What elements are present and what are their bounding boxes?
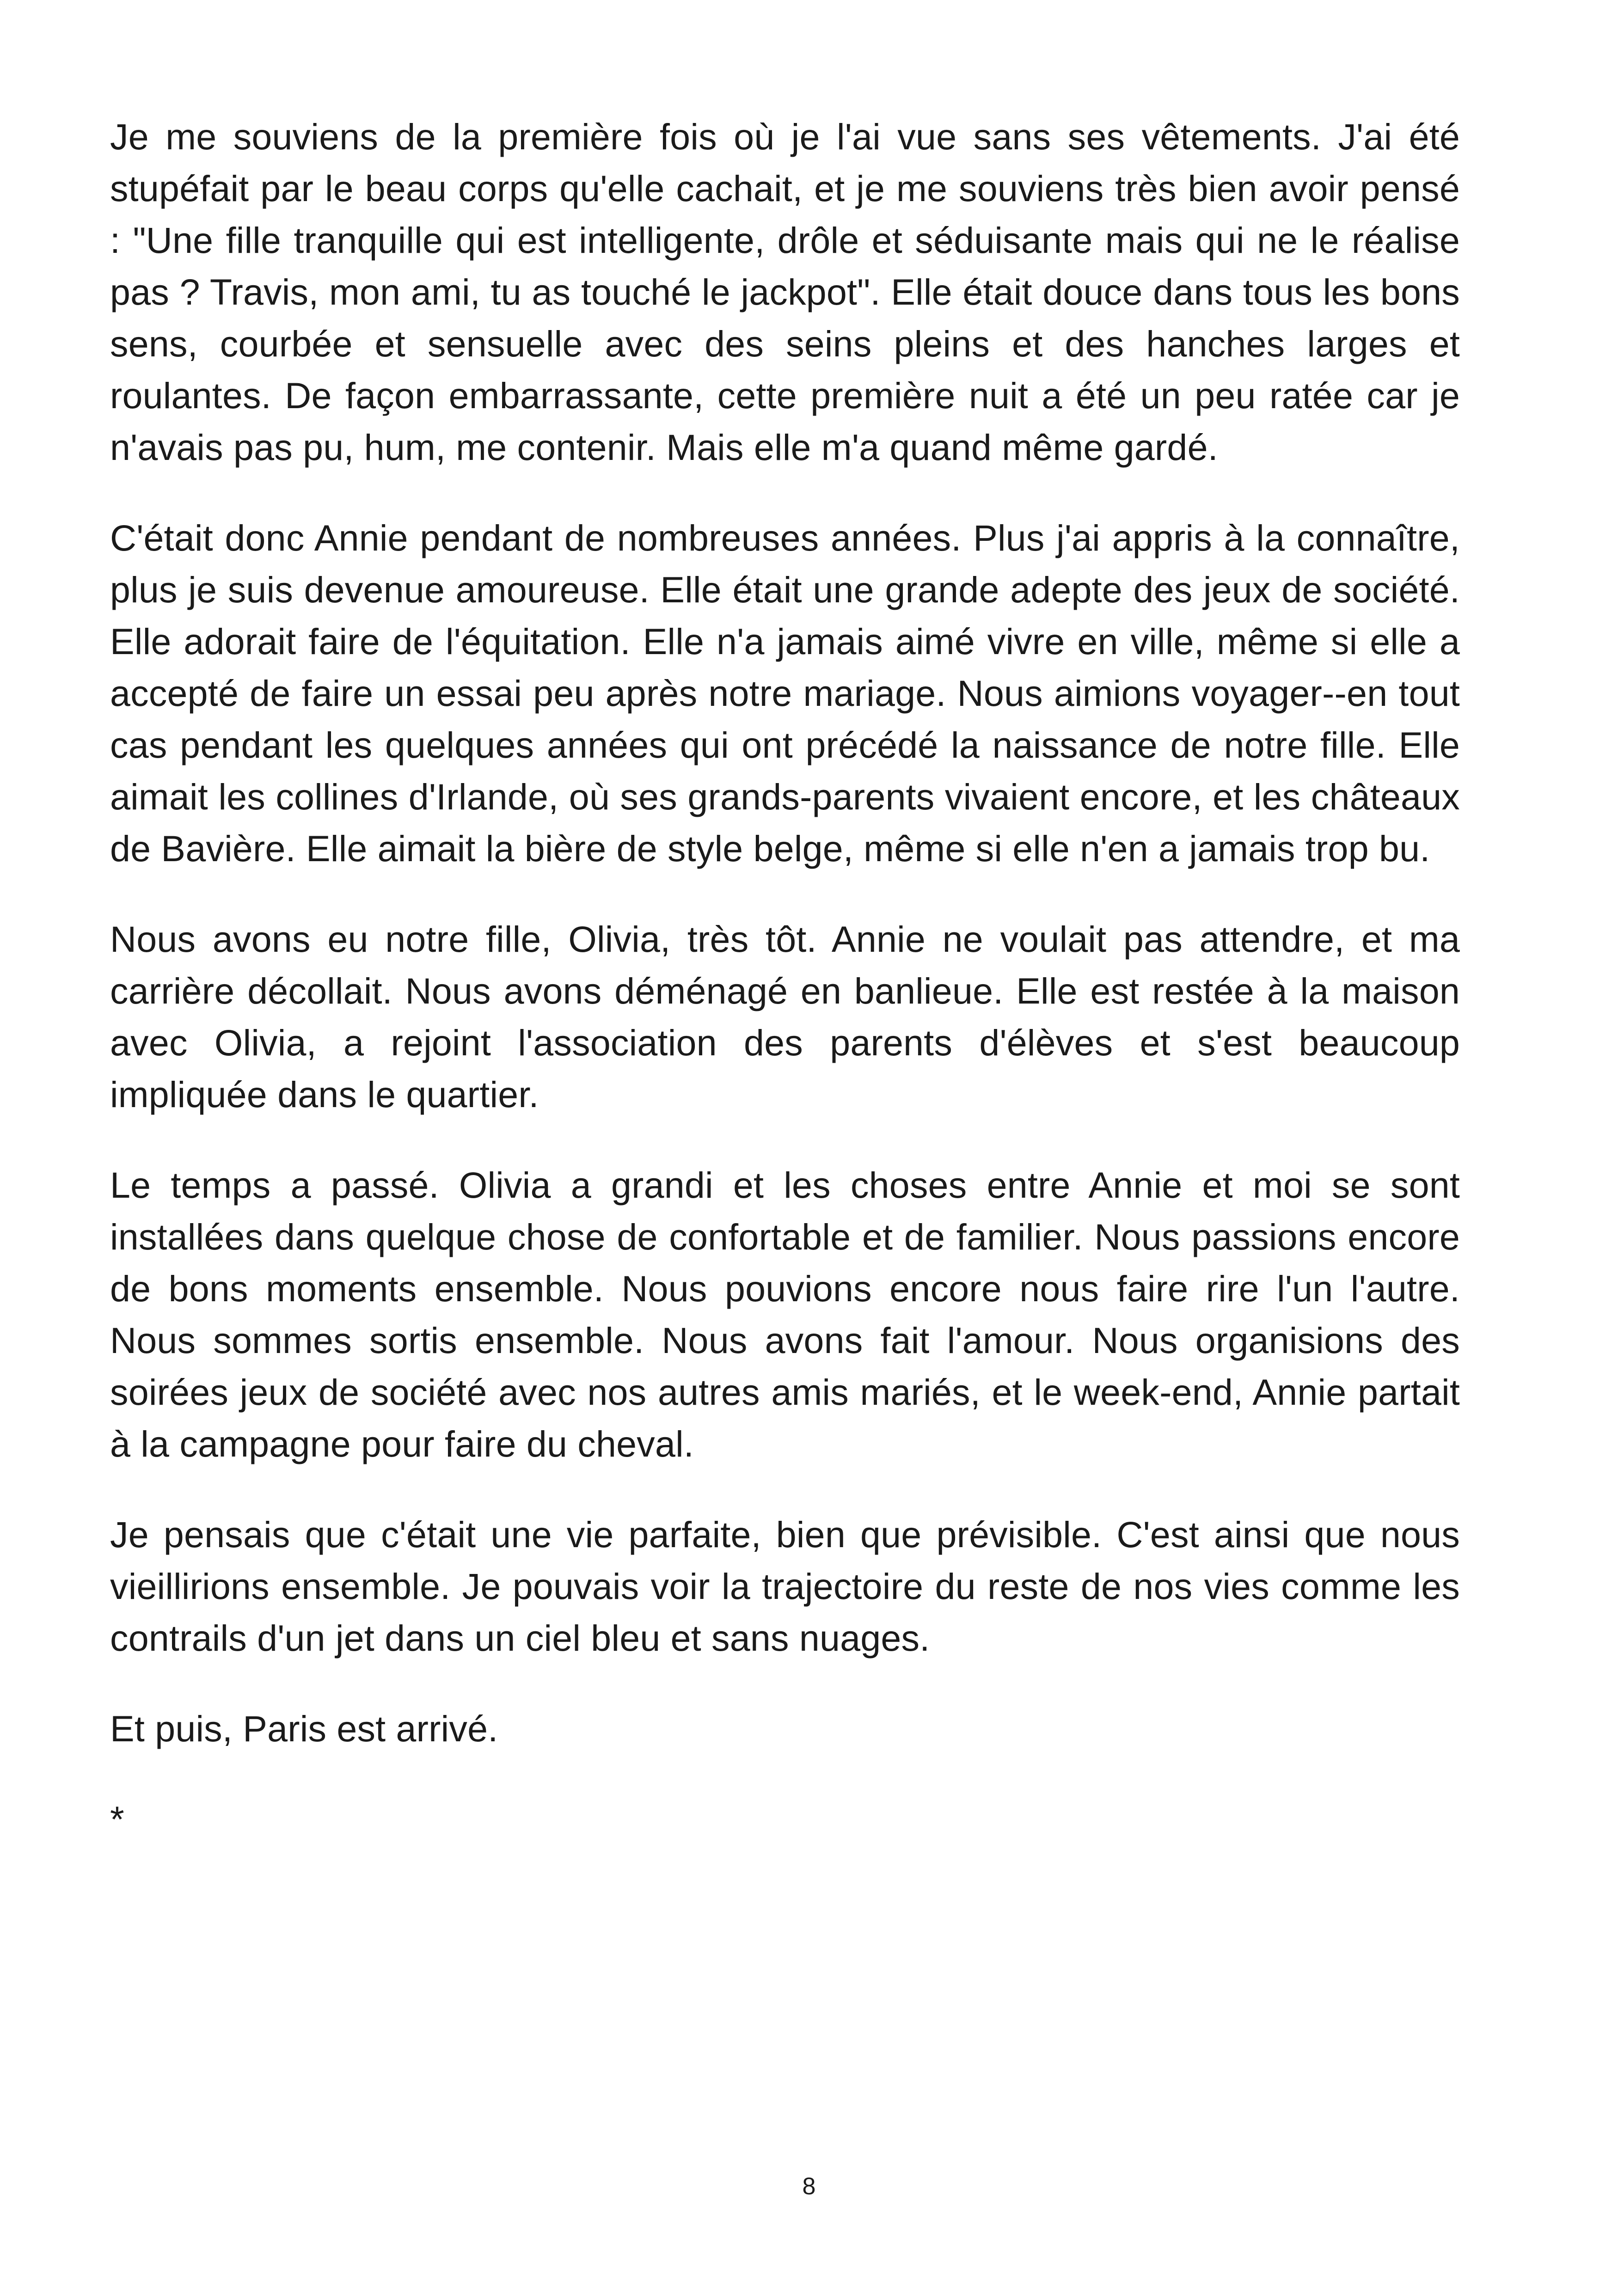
paragraph-2: C'était donc Annie pendant de nombreuses années. Plus j'ai appris à la connaître, plus je suis devenue amoureuse. Elle était une grande adepte des jeux de société. Elle adorait faire de l'équitation. Elle n'a jamais aimé vivre en ville, même si elle a accepté de faire un essai peu après notre mariage. Nous aimions voyager--en tout cas pendant les quelques années qui ont précédé la naissance de notre fille. Elle aimait les collines d'Irlande, où ses grands-parents vivaient encore, et les châteaux de Bavière. Elle aimait la bière de style belge, même si elle n'en a jamais trop bu. bbox=[110, 517, 1460, 869]
paragraph-3: Nous avons eu notre fille, Olivia, très tôt. Annie ne voulait pas attendre, et ma carrière décollait. Nous avons déménagé en banlieue. Elle est restée à la maison avec Olivia, a rejoint l'association des parents d'élèves et s'est beaucoup impliquée dans le quartier. bbox=[110, 918, 1460, 1115]
paragraph-4: Le temps a passé. Olivia a grandi et les choses entre Annie et moi se sont installées dans quelque chose de confortable et de familier. Nous passions encore de bons moments ensemble. Nous pouvions encore nous faire rire l'un l'autre. Nous sommes sortis ensemble. Nous avons fait l'amour. Nous organisions des soirées jeux de société avec nos autres amis mariés, et le week-end, Annie partait à la campagne pour faire du cheval. bbox=[110, 1164, 1460, 1464]
page-number: 8 bbox=[802, 2173, 816, 2200]
paragraph-6: Et puis, Paris est arrivé. bbox=[110, 1708, 498, 1749]
paragraph-1: Je me souviens de la première fois où je l'ai vue sans ses vêtements. J'ai été stupéfait par le beau corps qu'elle cachait, et je me souviens très bien avoir pensé : "Une fille tranquille qui est intelligente, drôle et séduisante mais qui ne le réalise pas ? Travis, mon ami, tu as touché le jackpot". Elle était douce dans tous les bons sens, courbée et sensuelle avec des seins pleins et des hanches larges et roulantes. De façon embarrassante, cette première nuit a été un peu ratée car je n'avais pas pu, hum, me contenir. Mais elle m'a quand même gardé. bbox=[110, 116, 1460, 468]
section-separator: * bbox=[110, 1799, 124, 1840]
text-body bbox=[110, 111, 1460, 1845]
paragraph-5: Je pensais que c'était une vie parfaite, bien que prévisible. C'est ainsi que nous vieillirions ensemble. Je pouvais voir la trajectoire du reste de nos vies comme les contrails d'un jet dans un ciel bleu et sans nuages. bbox=[110, 1514, 1460, 1659]
